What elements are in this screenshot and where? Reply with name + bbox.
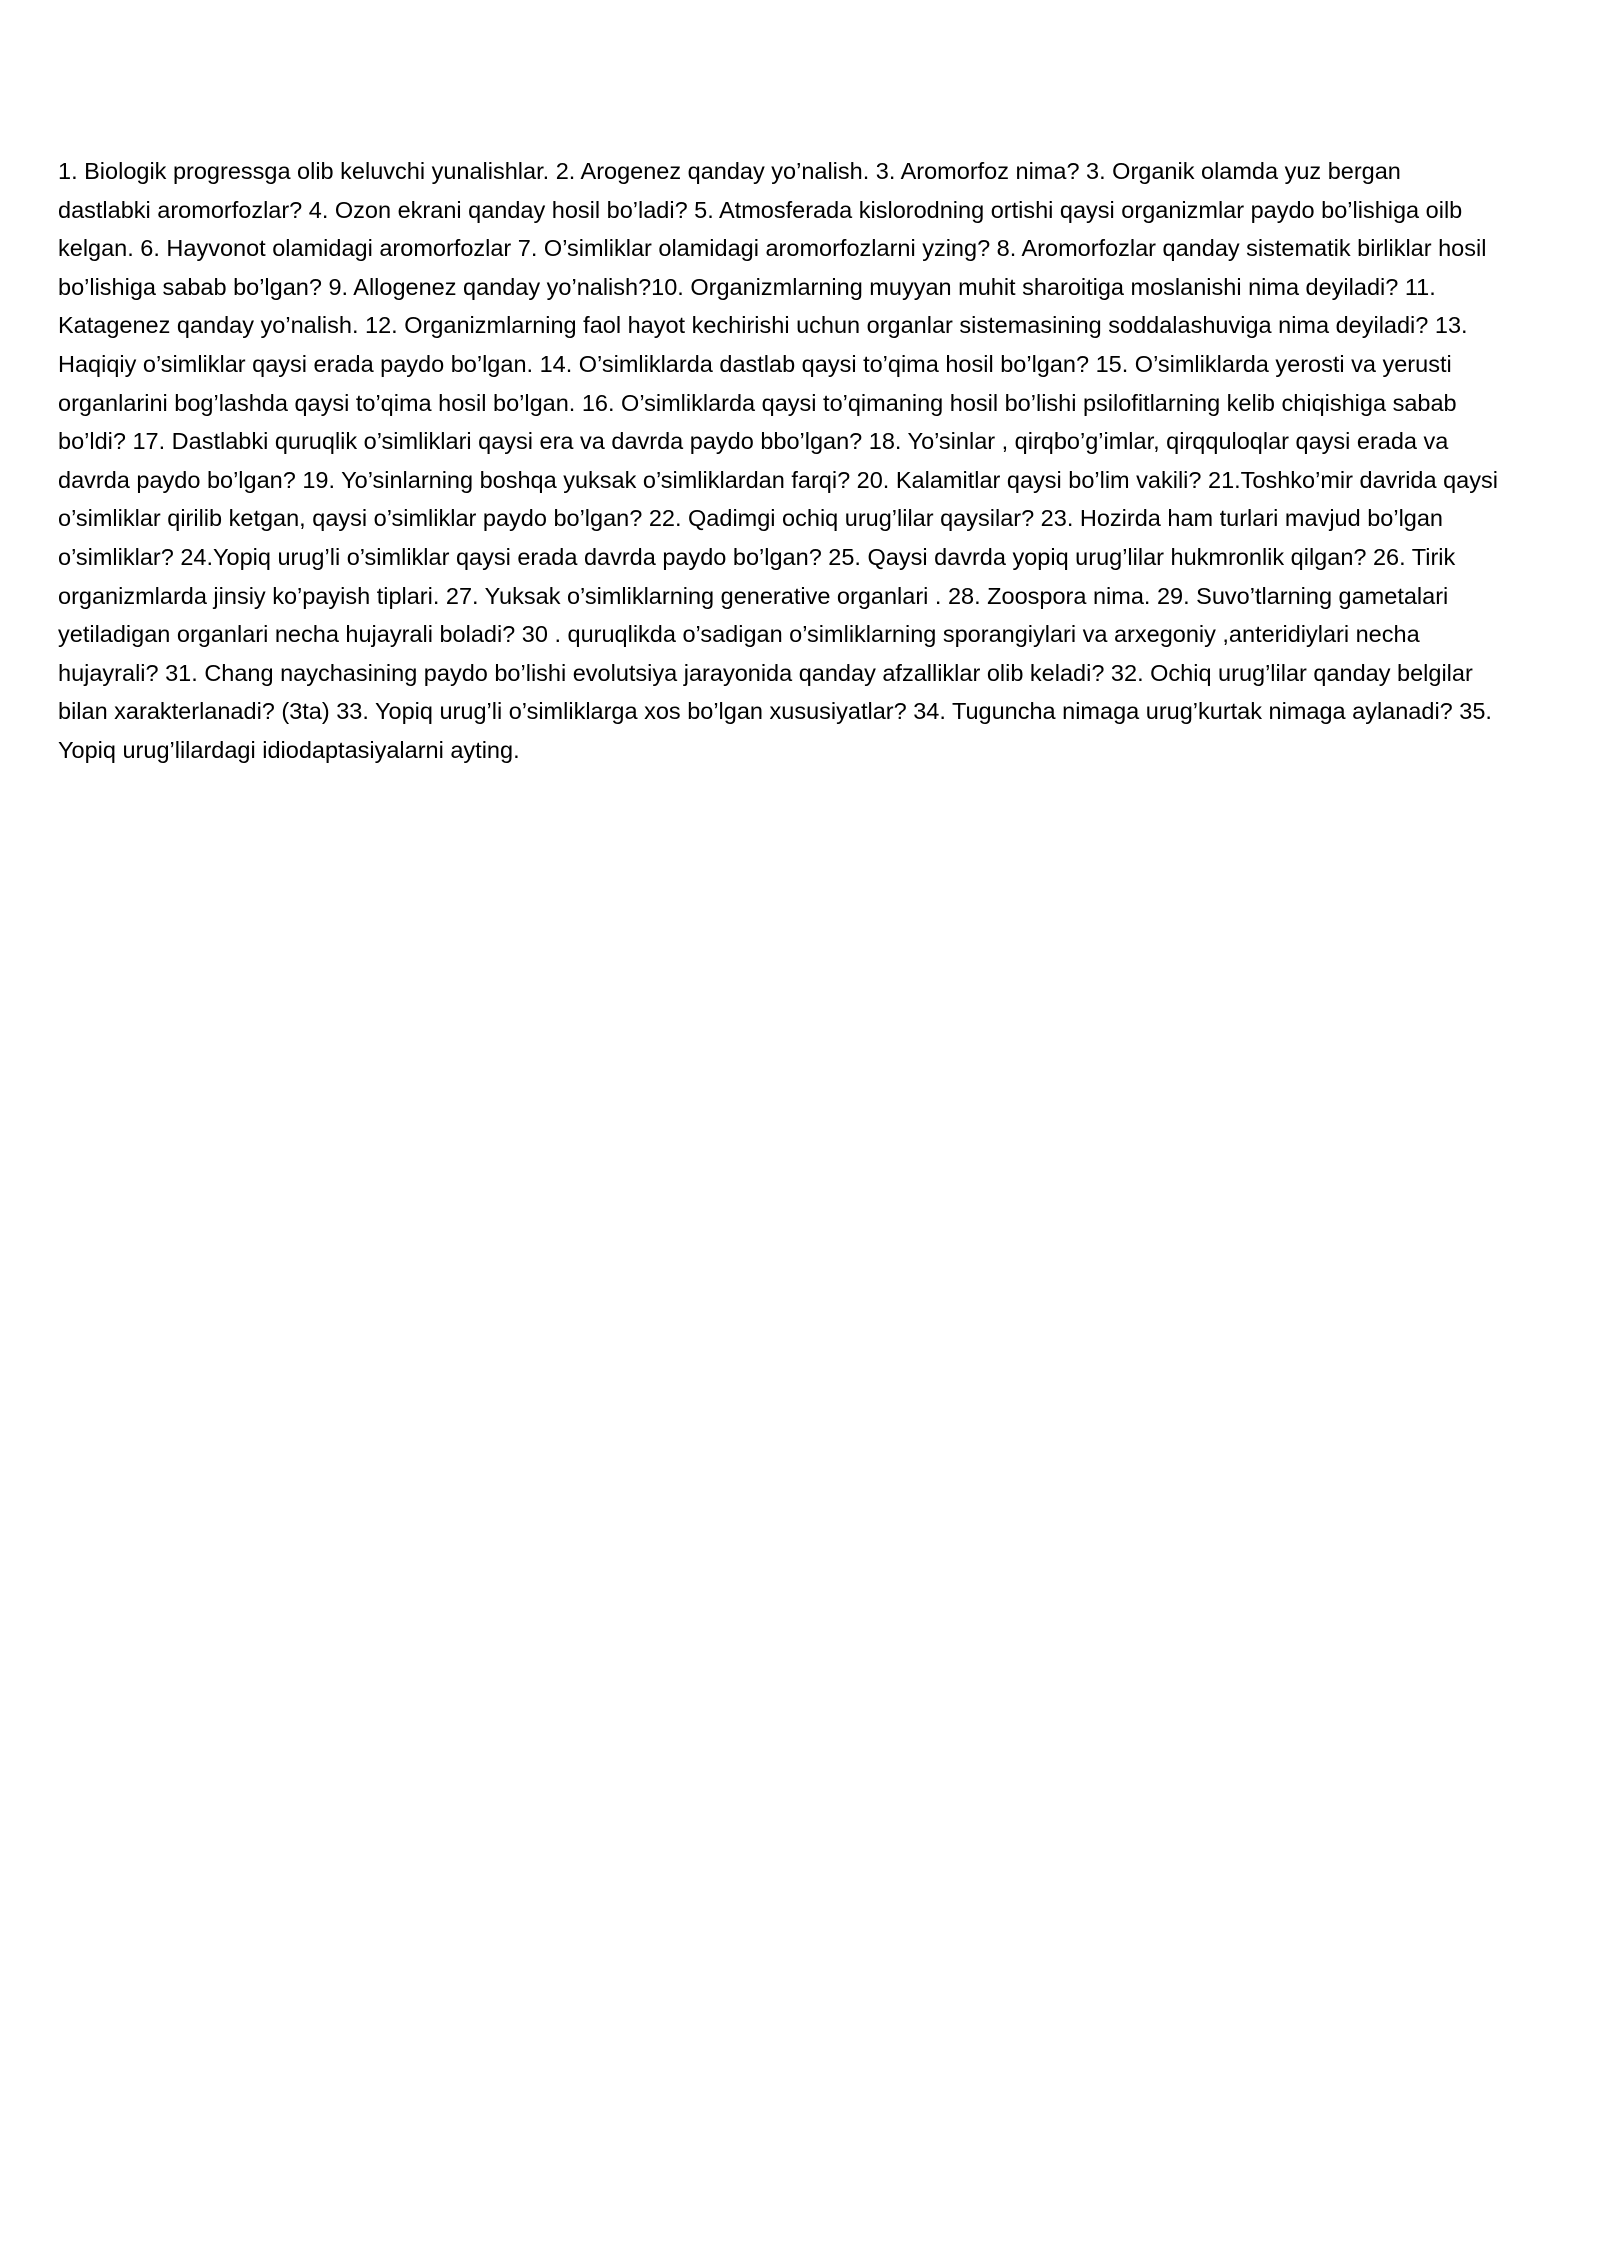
question-list-paragraph: 1. Biologik progressga olib keluvchi yunalishlar. 2. Arogenez qanday yo’nalish. 3. Aromorfoz nima? 3. Organik olamda yuz bergan dastlabki aromorfozlar? 4. Ozon ekrani qanday hosil bo’ladi? 5. Atmosferada kislorodning ortishi qaysi organizmlar paydo bo’lishiga oilb kelgan. 6. Hayvonot olamidagi aromorfozlar 7. O’simliklar olamidagi aromorfozlarni yzing? 8. Aromorfozlar qanday sistematik birliklar hosil bo’lishiga sabab bo’lgan? 9. Allogenez qanday yo’nalish?10. Organizmlarning muyyan muhit sharoitiga moslanishi nima deyiladi? 11. Katagenez qanday yo’nalish. 12. Organizmlarning faol hayot kechirishi uchun organlar sistemasining soddalashuviga nima deyiladi? 13. Haqiqiy o’simliklar qaysi erada paydo bo’lgan. 14. O’simliklarda dastlab qaysi to’qima hosil bo’lgan? 15. O’simliklarda yerosti va yerusti organlarini bog’lashda qaysi to’qima hosil bo’lgan. 16. O’simliklarda qaysi to’qimaning hosil bo’lishi psilofitlarning kelib chiqishiga sabab bo’ldi? 17. Dastlabki quruqlik o’simliklari qaysi era va davrda paydo bbo’lgan? 18. Yo’sinlar , qirqbo’g’imlar, qirqquloqlar qaysi erada va davrda paydo bo’lgan? 19. Yo’sinlarning boshqa yuksak o’simliklardan farqi? 20. Kalamitlar qaysi bo’lim vakili? 21.Toshko’mir davrida qaysi o’simliklar qirilib ketgan, qaysi o’simliklar paydo bo’lgan? 22. Qadimgi ochiq urug’lilar qaysilar? 23. Hozirda ham turlari mavjud bo’lgan o’simliklar? 24.Yopiq urug’li o’simliklar qaysi erada davrda paydo bo’lgan? 25. Qaysi davrda yopiq urug’lilar hukmronlik qilgan? 26. Tirik organizmlarda jinsiy ko’payish tiplari. 27. Yuksak o’simliklarning generative organlari . 28. Zoospora nima. 29. Suvo’tlarning gametalari yetiladigan organlari necha hujayrali boladi? 30 . quruqlikda o’sadigan o’simliklarning sporangiylari va arxegoniy ,anteridiylari necha hujayrali? 31. Chang naychasining paydo bo’lishi evolutsiya jarayonida qanday afzalliklar olib keladi? 32. Ochiq urug’lilar qanday belgilar bilan xarakterlanadi? (3ta) 33. Yopiq urug’li o’simliklarga xos bo’lgan xususiyatlar? 34. Tuguncha nimaga urug’kurtak nimaga aylanadi? 35. Yopiq urug’lilardagi idiodaptasiyalarni ayting. [58, 158, 1498, 763]
